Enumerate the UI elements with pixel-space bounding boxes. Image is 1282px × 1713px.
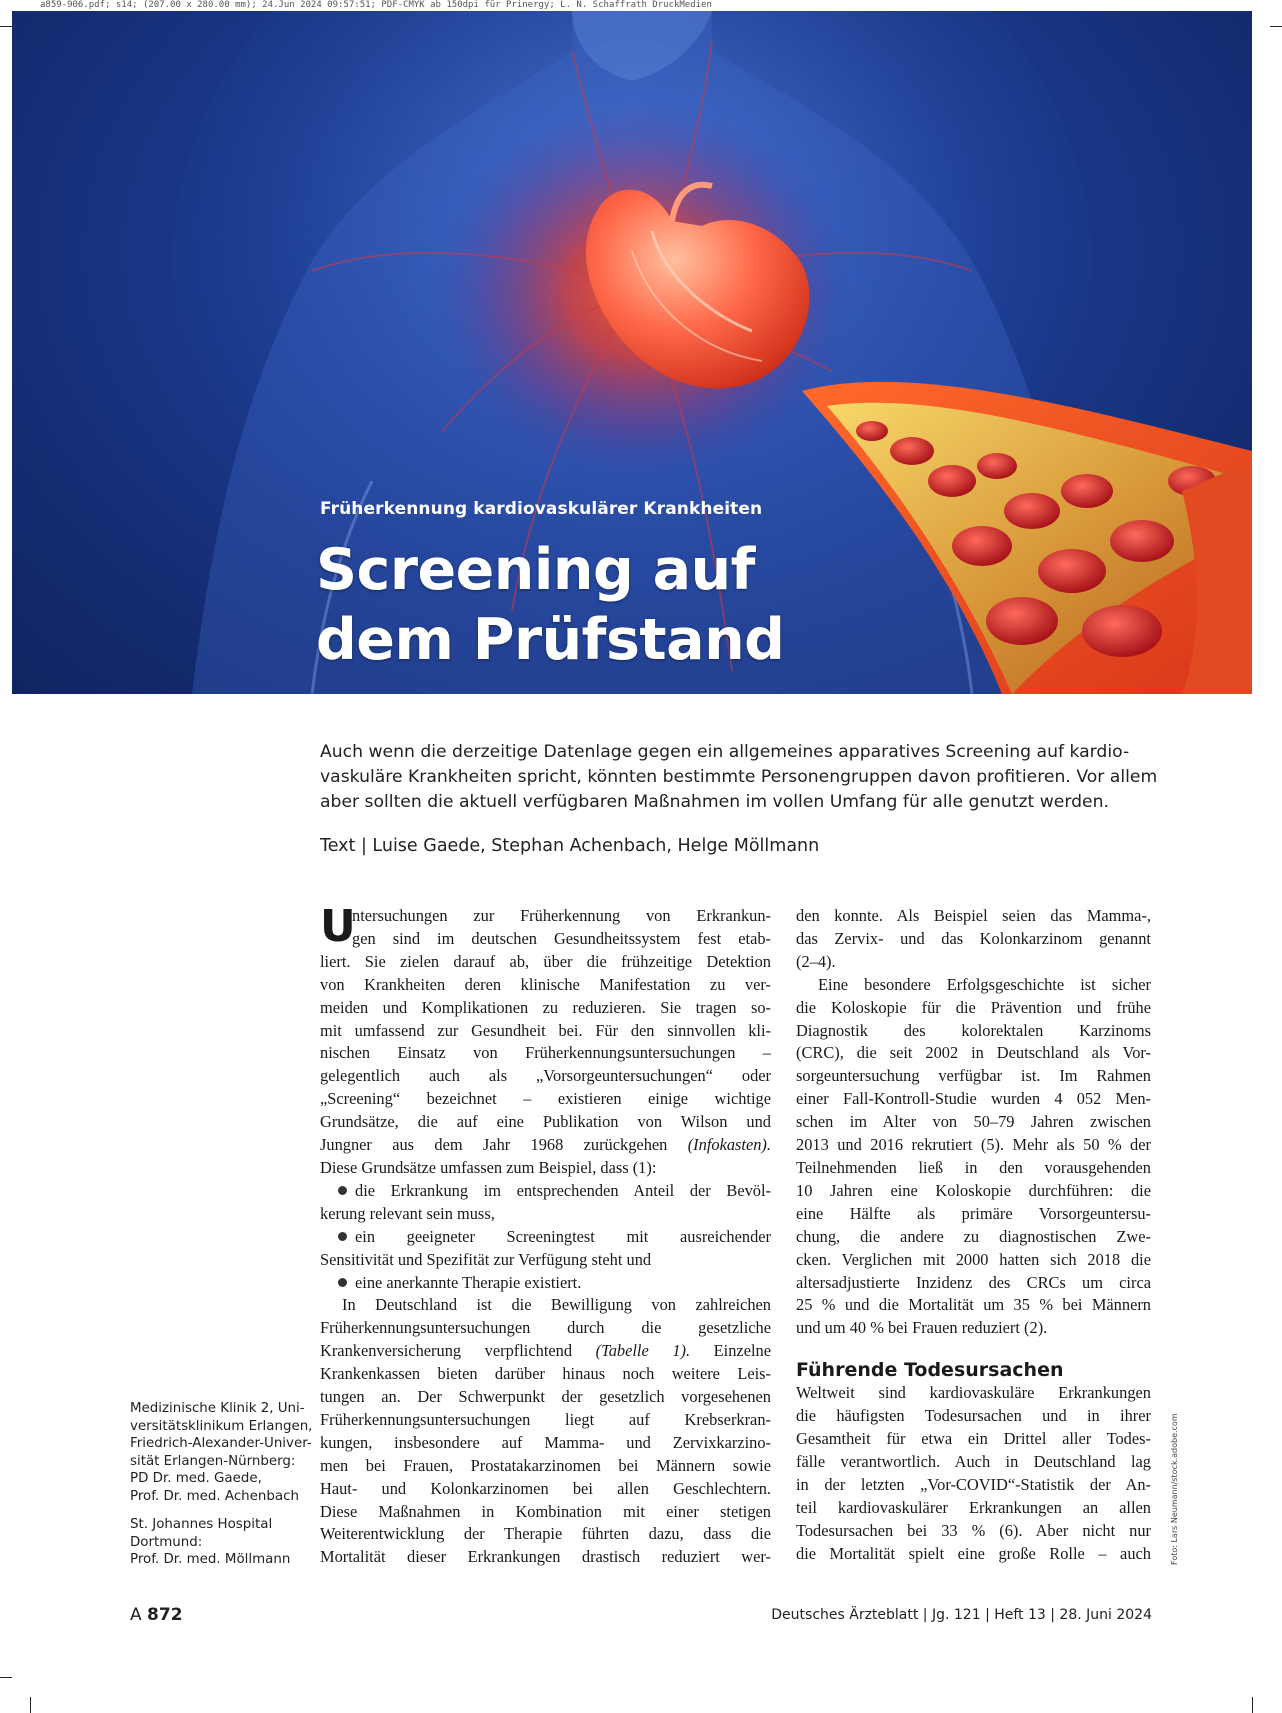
text-line: einer Fall-Kontroll-Studie wurden 4 052 Men- (796, 1089, 1151, 1109)
title-line-2: dem Prüfstand (316, 607, 785, 673)
hero-image (12, 11, 1252, 694)
bullet-text: die Erkrankung im entsprechenden Anteil der Bevöl- (355, 1180, 771, 1200)
journal-footer: Deutsches Ärzteblatt | Jg. 121 | Heft 13 | 28. Juni 2024 (771, 1607, 1152, 1623)
drop-cap: U (320, 901, 356, 952)
lead-line: Auch wenn die derzeitige Datenlage gegen ein allgemeines apparatives Screening auf kardio- (320, 742, 1130, 762)
affiliation-line: Friedrich-Alexander-Univer- (130, 1436, 312, 1452)
text-line: Krankenkassen bieten darüber hinaus noch weitere Leis- (320, 1364, 771, 1384)
text-line (320, 1134, 771, 1157)
print-slug: a859-906.pdf; s14; (207.00 x 280.00 mm); 24.Jun 2024 09:57:51; PDF-CMYK ab 150dpi für Prinergy; L. N. Schaffrath DruckMedien (40, 0, 712, 10)
author-affiliation-1 (130, 1400, 313, 1506)
text-line: Weiterentwicklung der Therapie führten dazu, dass die (320, 1524, 771, 1544)
text-line: den konnte. Als Beispiel seien das Mamma-, (796, 906, 1151, 925)
infobox-reference: (Infokasten). (687, 1135, 771, 1155)
affiliation-line: sität Erlangen-Nürnberg: (130, 1453, 296, 1469)
text-line (320, 1340, 771, 1363)
body-column-2 (796, 905, 1151, 1565)
folio-prefix: A (130, 1605, 142, 1625)
bullet-item (320, 1226, 771, 1249)
text-line: nischen Einsatz von Früherkennungsuntersuchungen – (320, 1043, 771, 1063)
bullet-text: eine anerkannte Therapie existiert. (355, 1272, 582, 1292)
text-line: men bei Frauen, Prostatakarzinomen bei Männern sowie (320, 1455, 771, 1475)
text-line: Diagnostik des kolorektalen Karzinoms (796, 1020, 1151, 1040)
text-line: teil kardiovaskulärer Erkrankungen an allen (796, 1497, 1151, 1517)
text-line: „Screening“ bezeichnet – existieren einige wichtige (320, 1089, 771, 1109)
text-line: Mortalität dieser Erkrankungen drastisch reduziert wer- (320, 1547, 771, 1567)
text-line: Grundsätze, die auf eine Publikation von Wilson und (320, 1112, 771, 1132)
text-line: die häufigsten Todesursachen und in ihrer (796, 1406, 1151, 1426)
page-folio (130, 1605, 183, 1625)
author-byline: Text | Luise Gaede, Stephan Achenbach, Helge Möllmann (320, 836, 820, 856)
affiliation-line: Prof. Dr. med. Achenbach (130, 1488, 299, 1504)
bullet-item-continuation: Sensitivität und Spezifität zur Verfügung steht und (320, 1249, 652, 1269)
bullet-item (320, 1180, 771, 1203)
table-reference: (Tabelle 1). (595, 1341, 691, 1361)
bullet-icon (338, 1186, 347, 1195)
crop-mark-top-left (0, 26, 12, 27)
text-line: altersadjustierte Inzidenz des CRCs um circa (796, 1272, 1151, 1292)
text-line: Diese Grundsätze umfassen zum Beispiel, dass (1): (320, 1157, 657, 1177)
text-line: (CRC), die seit 2002 in Deutschland als Vor- (796, 1043, 1151, 1063)
text-line: tungen an. Der Schwerpunkt der gesetzlich vorgesehenen (320, 1387, 771, 1407)
text-line: meiden und Komplikationen zu reduzieren. Sie tragen so- (320, 997, 771, 1017)
bullet-item-continuation: kerung relevant sein muss, (320, 1203, 495, 1223)
text-line: mit umfassend zur Gesundheit bei. Für den sinnvollen kli- (320, 1020, 771, 1040)
page-number: 872 (147, 1605, 183, 1625)
author-affiliation-2 (130, 1516, 300, 1569)
text-line: In Deutschland ist die Bewilligung von zahlreichen (342, 1295, 771, 1315)
text-line: Eine besondere Erfolgsgeschichte ist sicher (818, 974, 1151, 994)
text-run: Jungner aus dem Jahr 1968 zurückgehen (320, 1135, 668, 1155)
lead-line: vaskuläre Krankheiten spricht, könnten bestimmte Personengruppen davon profitieren. Vor allem (320, 767, 1158, 787)
text-line: ntersuchungen zur Früherkennung von Erkrankun- (352, 906, 771, 925)
text-line: die Koloskopie für die Prävention und frühe (796, 997, 1151, 1017)
text-line: chung, die andere zu diagnostischen Zwe- (796, 1226, 1151, 1246)
text-line: (2–4). (796, 951, 836, 971)
text-line: und um 40 % bei Frauen reduziert (2). (796, 1318, 1048, 1338)
text-line: Früherkennungsuntersuchungen liegt auf Krebserkran- (320, 1409, 771, 1429)
affiliation-line: Prof. Dr. med. Möllmann (130, 1552, 291, 1568)
text-line: in der letzten „Vor-COVID“-Statistik der An- (796, 1474, 1151, 1494)
text-line: kungen, insbesondere auf Mamma- und Zervixkarzino- (320, 1432, 771, 1452)
text-line: von Krankheiten deren klinische Manifestation zu ver- (320, 974, 771, 994)
affiliation-line: PD Dr. med. Gaede, (130, 1471, 262, 1487)
text-line: liert. Sie zielen darauf ab, über die frühzeitige Detektion (320, 951, 771, 971)
text-line: cken. Verglichen mit 2000 hatten sich 2018 die (796, 1249, 1151, 1269)
affiliation-line: St. Johannes Hospital (130, 1517, 273, 1532)
text-line: sorgeuntersuchung verfügbar ist. Im Rahmen (796, 1066, 1151, 1086)
affiliation-line: versitätsklinikum Erlangen, (130, 1418, 313, 1434)
text-line: Haut- und Kolonkarzinomen bei allen Geschlechtern. (320, 1478, 771, 1498)
photo-credit: Foto: Lars Neumann/stock.adobe.com (1170, 1413, 1179, 1565)
text-line: fälle verantwortlich. Auch in Deutschland lag (796, 1451, 1151, 1471)
bullet-item (320, 1272, 771, 1295)
article-kicker: Früherkennung kardiovaskulärer Krankheiten (320, 499, 763, 519)
section-heading: Führende Todesursachen (796, 1359, 1064, 1382)
text-line: Gesamtheit für etwa ein Drittel aller Todes- (796, 1429, 1151, 1449)
text-run: Krankenversicherung verpflichtend (320, 1341, 573, 1361)
lead-line: aber sollten die aktuell verfügbaren Maßnahmen im vollen Umfang für alle genutzt werden. (320, 792, 1109, 812)
text-line: Teilnehmenden ließ in den vorausgehenden (796, 1157, 1151, 1177)
article-title (316, 535, 784, 675)
text-line: 10 Jahren eine Koloskopie durchführen: die (796, 1180, 1151, 1200)
crop-mark-top-right (1270, 26, 1282, 27)
title-line-1: Screening auf (316, 537, 755, 603)
bullet-icon (338, 1278, 347, 1287)
body-column-1 (320, 901, 771, 1569)
text-line: gelegentlich auch als „Vorsorgeuntersuchungen“ oder (320, 1066, 771, 1086)
affiliation-line: Medizinische Klinik 2, Uni- (130, 1401, 305, 1416)
text-line: eine Hälfte als primäre Vorsorgeuntersu- (796, 1203, 1151, 1223)
text-line: gen sind im deutschen Gesundheitssystem fest etab- (352, 928, 771, 948)
crop-mark-bottom-left-v (30, 1697, 31, 1713)
text-line: 25 % und die Mortalität um 35 % bei Männern (796, 1295, 1151, 1315)
text-line: Weltweit sind kardiovaskuläre Erkrankungen (796, 1383, 1151, 1403)
text-line: Diese Maßnahmen in Kombination mit einer stetigen (320, 1501, 771, 1521)
text-line: Früherkennungsuntersuchungen durch die gesetzliche (320, 1318, 771, 1338)
text-line: schen im Alter von 50–79 Jahren zwischen (796, 1112, 1151, 1132)
text-line: das Zervix- und das Kolonkarzinom genannt (796, 928, 1151, 948)
text-run: Einzelne (713, 1341, 771, 1361)
affiliation-line: Dortmund: (130, 1534, 203, 1550)
crop-mark-bottom-right-v (1252, 1697, 1253, 1713)
bullet-icon (338, 1232, 347, 1241)
text-line: Todesursachen bei 33 % (6). Aber nicht nur (796, 1520, 1151, 1540)
bullet-text: ein geeigneter Screeningtest mit ausreichender (355, 1226, 771, 1246)
article-lead (320, 740, 1158, 815)
text-line: 2013 und 2016 rekrutiert (5). Mehr als 50 % der (796, 1135, 1151, 1155)
text-line: die Mortalität spielt eine große Rolle – auch (796, 1543, 1151, 1563)
crop-mark-bottom-left (0, 1677, 12, 1678)
